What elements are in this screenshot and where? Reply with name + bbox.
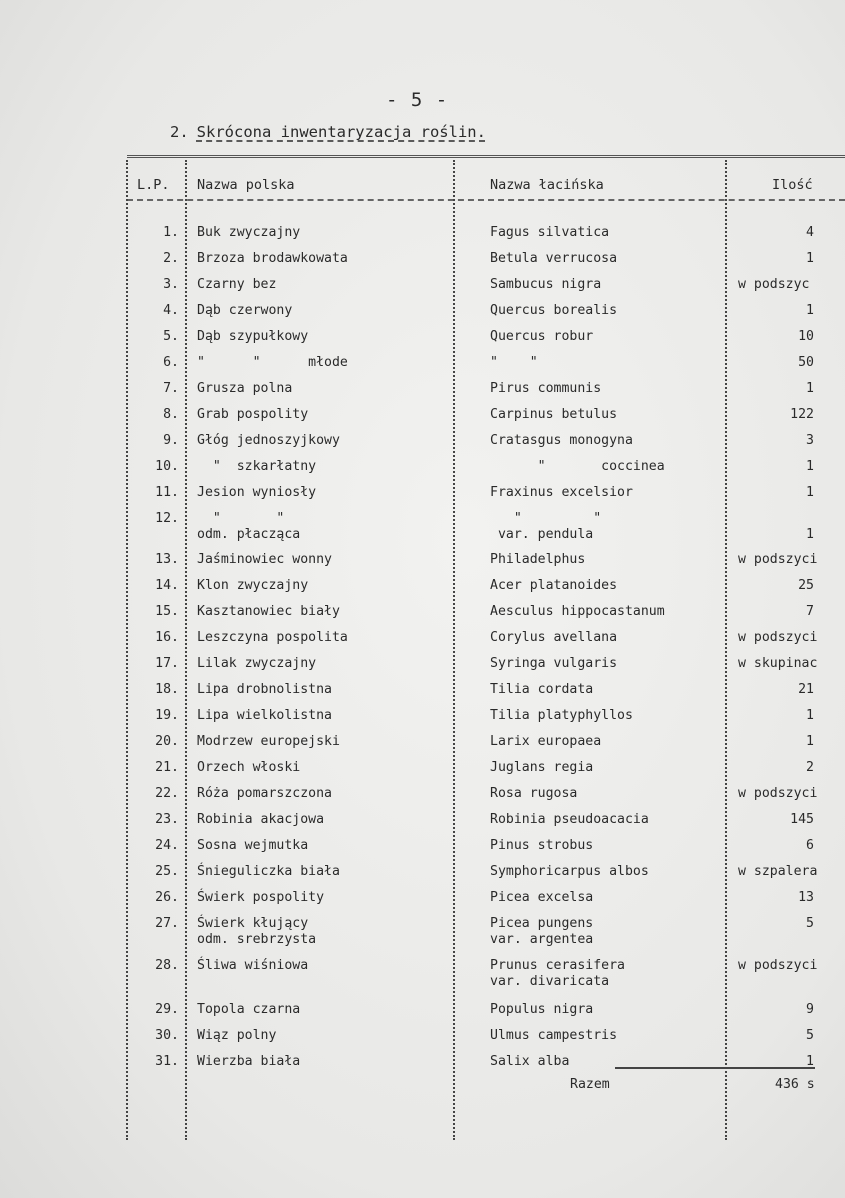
count: 21 — [798, 682, 814, 697]
row-number: 11. — [155, 485, 179, 500]
polish-name: Modrzew europejski — [197, 734, 340, 749]
polish-name: Róża pomarszczona — [197, 786, 332, 801]
polish-name: Brzoza brodawkowata — [197, 251, 348, 266]
latin-name: Picea excelsa — [490, 890, 594, 905]
polish-name: Czarny bez — [197, 277, 277, 292]
latin-name: Philadelphus — [490, 552, 586, 567]
polish-name: Grab pospolity — [197, 407, 309, 422]
row-number: 2. — [163, 251, 179, 266]
row-number: 26. — [155, 890, 179, 905]
table-row — [0, 329, 845, 355]
row-number: 17. — [155, 656, 179, 671]
polish-name: Wierzba biała — [197, 1054, 301, 1069]
latin-name: Juglans regia — [490, 760, 594, 775]
table-row — [0, 630, 845, 656]
polish-name: Śnieguliczka biała — [197, 864, 340, 879]
polish-name: " szkarłatny — [197, 459, 317, 474]
latin-name: Cratasgus monogyna — [490, 433, 633, 448]
table-row — [0, 838, 845, 864]
table-row — [0, 225, 845, 251]
table-row — [0, 812, 845, 838]
row-number: 5. — [163, 329, 179, 344]
polish-name: Głóg jednoszyjkowy — [197, 433, 340, 448]
count: 5 — [806, 916, 814, 931]
table-header-rule — [127, 199, 845, 201]
count: 13 — [798, 890, 814, 905]
count: 1 — [806, 527, 814, 542]
polish-name: Topola czarna — [197, 1002, 301, 1017]
table-row — [0, 604, 845, 630]
table-row — [0, 864, 845, 890]
row-number: 22. — [155, 786, 179, 801]
latin-name: Picea pungens var. argentea — [490, 916, 594, 947]
latin-name: " coccinea — [490, 459, 665, 474]
header-latin-name: Nazwa łacińska — [490, 177, 604, 193]
count: 1 — [806, 734, 814, 749]
count: 1 — [806, 251, 814, 266]
count: 1 — [806, 708, 814, 723]
polish-name: Buk zwyczajny — [197, 225, 301, 240]
total-row — [0, 1077, 845, 1103]
polish-name: Leszczyna pospolita — [197, 630, 348, 645]
latin-name: Larix europaea — [490, 734, 602, 749]
polish-name: Kasztanowiec biały — [197, 604, 340, 619]
page-number: - 5 - — [386, 89, 449, 111]
latin-name: Betula verrucosa — [490, 251, 618, 266]
row-number: 25. — [155, 864, 179, 879]
row-number: 20. — [155, 734, 179, 749]
row-number: 16. — [155, 630, 179, 645]
table-row — [0, 578, 845, 604]
table-top-rule — [127, 155, 845, 158]
count: 6 — [806, 838, 814, 853]
latin-name: Quercus borealis — [490, 303, 618, 318]
table-row — [0, 355, 845, 381]
table-row — [0, 381, 845, 407]
polish-name: Lipa wielkolistna — [197, 708, 332, 723]
count: w podszyci — [738, 958, 818, 973]
table-row — [0, 916, 845, 947]
table-row — [0, 708, 845, 734]
row-number: 8. — [163, 407, 179, 422]
row-number: 28. — [155, 958, 179, 973]
row-number: 18. — [155, 682, 179, 697]
row-number: 13. — [155, 552, 179, 567]
count: 1 — [806, 381, 814, 396]
polish-name: Wiąz polny — [197, 1028, 277, 1043]
latin-name: Salix alba — [490, 1054, 570, 1069]
table-row — [0, 1002, 845, 1028]
row-number: 30. — [155, 1028, 179, 1043]
latin-name: Tilia platyphyllos — [490, 708, 633, 723]
count: w podszyci — [738, 552, 818, 567]
polish-name: " " młode — [197, 355, 348, 370]
polish-name: Dąb czerwony — [197, 303, 293, 318]
total-label: Razem — [570, 1077, 610, 1092]
latin-name: Ulmus campestris — [490, 1028, 618, 1043]
latin-name: Fraxinus excelsior — [490, 485, 633, 500]
section-number: 2. — [170, 123, 189, 141]
table-row — [0, 760, 845, 786]
row-number: 6. — [163, 355, 179, 370]
polish-name: Świerk pospolity — [197, 890, 325, 905]
count: 2 — [806, 760, 814, 775]
table-row — [0, 485, 845, 511]
latin-name: Symphoricarpus albos — [490, 864, 649, 879]
latin-name: Acer platanoides — [490, 578, 618, 593]
count: 1 — [806, 303, 814, 318]
count: 122 — [790, 407, 814, 422]
polish-name: Grusza polna — [197, 381, 293, 396]
latin-name: Quercus robur — [490, 329, 594, 344]
latin-name: Rosa rugosa — [490, 786, 578, 801]
count: w podszyci — [738, 786, 818, 801]
table-row — [0, 890, 845, 916]
latin-name: Carpinus betulus — [490, 407, 618, 422]
count: 9 — [806, 1002, 814, 1017]
polish-name: Lilak zwyczajny — [197, 656, 317, 671]
latin-name: Fagus silvatica — [490, 225, 610, 240]
count: 25 — [798, 578, 814, 593]
latin-name: Pinus strobus — [490, 838, 594, 853]
header-lp: L.P. — [137, 177, 170, 193]
total-value: 436 s — [775, 1077, 815, 1092]
row-number: 31. — [155, 1054, 179, 1069]
latin-name: Aesculus hippocastanum — [490, 604, 665, 619]
count: w szpalera — [738, 864, 818, 879]
latin-name: " " — [490, 355, 538, 370]
row-number: 19. — [155, 708, 179, 723]
count: 3 — [806, 433, 814, 448]
header-count: Ilość — [772, 177, 813, 193]
count: 1 — [806, 459, 814, 474]
count: 5 — [806, 1028, 814, 1043]
table-row — [0, 656, 845, 682]
row-number: 10. — [155, 459, 179, 474]
header-polish-name: Nazwa polska — [197, 177, 295, 193]
count: 50 — [798, 355, 814, 370]
section-title: Skrócona inwentaryzacja roślin. — [196, 123, 486, 141]
polish-name: Jaśminowiec wonny — [197, 552, 332, 567]
row-number: 23. — [155, 812, 179, 827]
latin-name: Corylus avellana — [490, 630, 618, 645]
latin-name: Prunus cerasifera var. divaricata — [490, 958, 625, 989]
polish-name: Jesion wyniosły — [197, 485, 317, 500]
table-row — [0, 786, 845, 812]
polish-name: Lipa drobnolistna — [197, 682, 332, 697]
count: 1 — [806, 485, 814, 500]
polish-name: Śliwa wiśniowa — [197, 958, 309, 973]
latin-name: Pirus communis — [490, 381, 602, 396]
row-number: 15. — [155, 604, 179, 619]
row-number: 12. — [155, 511, 179, 526]
polish-name: Robinia akacjowa — [197, 812, 325, 827]
polish-name: Świerk kłujący odm. srebrzysta — [197, 916, 317, 947]
table-row — [0, 459, 845, 485]
row-number: 24. — [155, 838, 179, 853]
table-row — [0, 433, 845, 459]
polish-name: Dąb szypułkowy — [197, 329, 309, 344]
latin-name: " " var. pendula — [497, 511, 602, 542]
polish-name: " " odm. płacząca — [197, 511, 301, 542]
count: 1 — [806, 1054, 814, 1069]
row-number: 9. — [163, 433, 179, 448]
row-number: 4. — [163, 303, 179, 318]
row-number: 21. — [155, 760, 179, 775]
count: w podszyc — [738, 277, 810, 292]
table-row — [0, 1028, 845, 1054]
latin-name: Tilia cordata — [490, 682, 594, 697]
section-heading — [170, 123, 486, 141]
table-row — [0, 511, 845, 542]
latin-name: Robinia pseudoacacia — [490, 812, 649, 827]
latin-name: Sambucus nigra — [490, 277, 602, 292]
count: w podszyci — [738, 630, 818, 645]
sum-rule — [615, 1067, 815, 1069]
polish-name: Klon zwyczajny — [197, 578, 309, 593]
latin-name: Syringa vulgaris — [490, 656, 618, 671]
table-row — [0, 552, 845, 578]
latin-name: Populus nigra — [490, 1002, 594, 1017]
table-row — [0, 734, 845, 760]
row-number: 7. — [163, 381, 179, 396]
table-row — [0, 251, 845, 277]
count: 7 — [806, 604, 814, 619]
row-number: 29. — [155, 1002, 179, 1017]
count: 4 — [806, 225, 814, 240]
table-row — [0, 407, 845, 433]
count: w skupinac — [738, 656, 818, 671]
row-number: 14. — [155, 578, 179, 593]
polish-name: Orzech włoski — [197, 760, 301, 775]
row-number: 27. — [155, 916, 179, 931]
table-row — [0, 277, 845, 303]
count: 10 — [798, 329, 814, 344]
table-row — [0, 958, 845, 989]
table-row — [0, 303, 845, 329]
table-row — [0, 682, 845, 708]
row-number: 1. — [163, 225, 179, 240]
count: 145 — [790, 812, 814, 827]
row-number: 3. — [163, 277, 179, 292]
polish-name: Sosna wejmutka — [197, 838, 309, 853]
